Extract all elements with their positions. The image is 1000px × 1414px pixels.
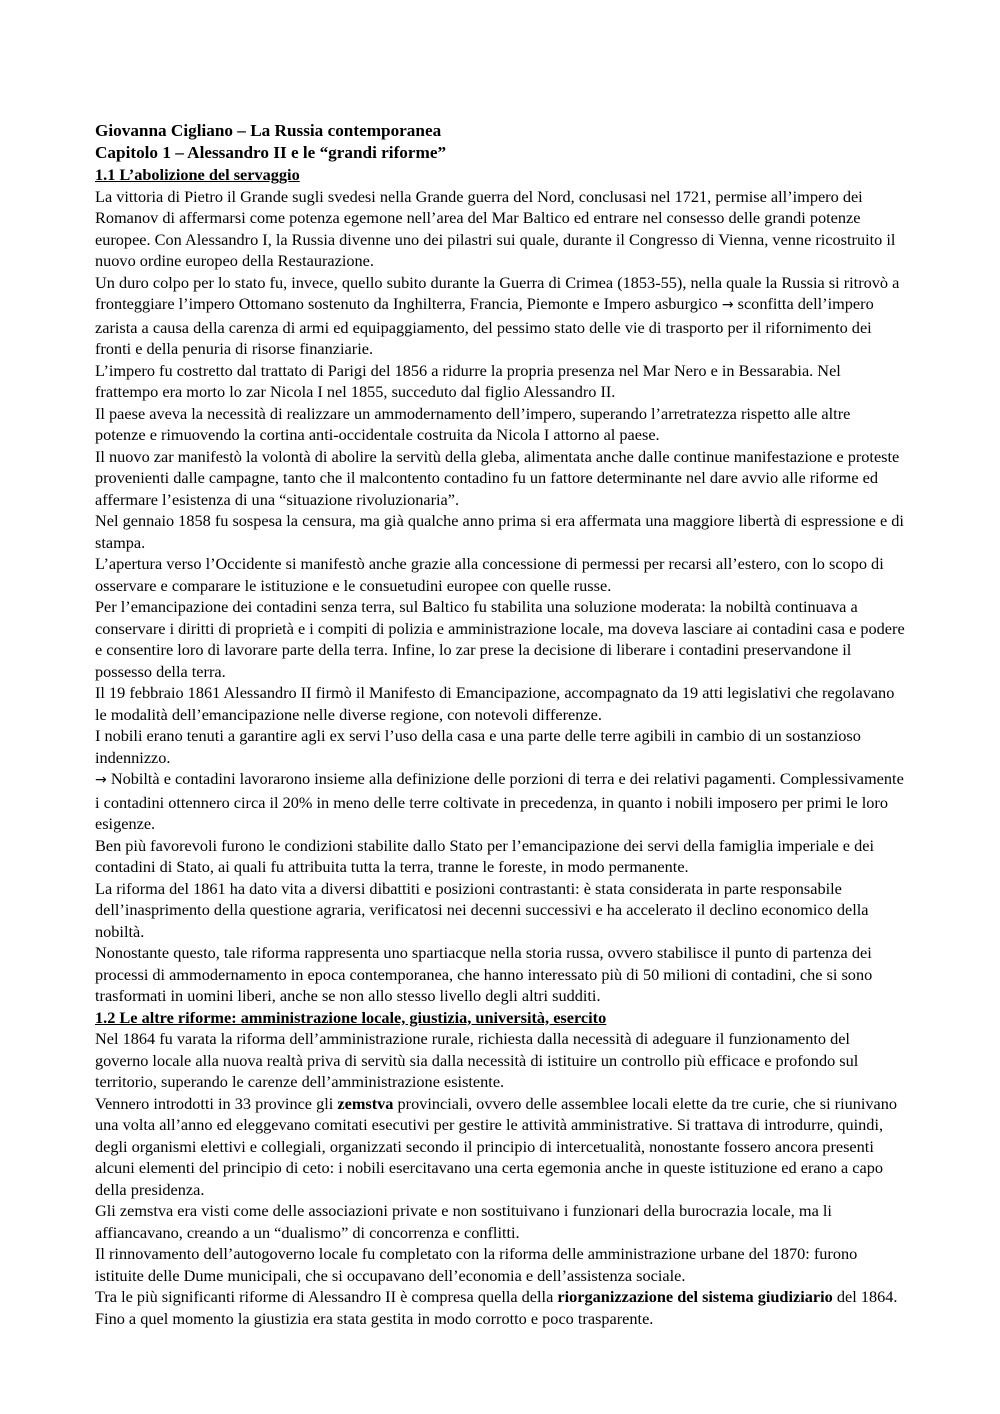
paragraph: I nobili erano tenuti a garantire agli ex servi l’uso della casa e una parte delle terre agibili in cambio di un sostanzioso indennizzo.: [95, 726, 861, 767]
paragraph-text: del 1864. Fino a quel momento la giustizia era stata gestita in modo corrotto e poco trasparente.: [95, 1287, 898, 1328]
paragraph: [95, 272, 905, 360]
chapter-title: Capitolo 1 – Alessandro II e le “grandi riforme”: [95, 143, 447, 162]
paragraph-text: Un duro colpo per lo stato fu, invece, quello subito durante la Guerra di Crimea (1853-55), nella quale la Russia si ritrovò a fronteggiare l’impero Ottomano sostenuto da Inghilterra, Francia, Piemonte e Impero asburgico: [95, 272, 900, 313]
paragraph: L’apertura verso l’Occidente si manifestò anche grazie alla concessione di permessi per recarsi all’estero, con lo scopo di osservare e comparare le istituzione e le consuetudini europee con quelle russe.: [95, 554, 884, 595]
paragraph: [95, 1286, 905, 1329]
paragraph-text: Tra le più significanti riforme di Alessandro II è compresa quella della: [95, 1287, 554, 1306]
paragraph: Il 19 febbraio 1861 Alessandro II firmò il Manifesto di Emancipazione, accompagnato da 19 atti legislativi che regolavano le modalità dell’emancipazione nelle diverse regione, con notevoli differenze.: [95, 683, 895, 724]
paragraph: Il rinnovamento dell’autogoverno locale fu completato con la riforma delle amministrazione urbane del 1870: furono istituite delle Dume municipali, che si occupavano dell’economia e dell’assistenza sociale.: [95, 1244, 858, 1285]
paragraph: Per l’emancipazione dei contadini senza terra, sul Baltico fu stabilita una soluzione moderata: la nobiltà continuava a conservare i diritti di proprietà e i compiti di polizia e amministrazione locale, ma doveva lasciare ai contadini casa e podere e consentire loro di lavorare parte della terra. Infine, lo zar prese la decisione di liberare i contadini preservandone il possesso della terra.: [95, 597, 905, 681]
paragraph: Nonostante questo, tale riforma rappresenta uno spartiacque nella storia russa, ovvero stabilisce il punto di partenza dei processi di ammodernamento in epoca contemporanea, che hanno interessato più di 50 milioni di contadini, che si sono trasformati in uomini liberi, anche se non allo stesso livello degli altri sudditi.: [95, 943, 873, 1005]
paragraph: Gli zemstva era visti come delle associazioni private e non sostituivano i funzionari della burocrazia locale, ma li affiancavano, creando a un “dualismo” di concorrenza e conflitti.: [95, 1201, 832, 1242]
paragraph: La riforma del 1861 ha dato vita a diversi dibattiti e posizioni contrastanti: è stata considerata in parte responsabile dell’inasprimento della questione agraria, verificatosi nei decenni successivi e ha accelerato il declino economico della nobiltà.: [95, 878, 869, 941]
paragraph-text: Vennero introdotti in 33 province gli: [95, 1093, 334, 1113]
document-title: Giovanna Cigliano – La Russia contemporanea: [95, 121, 442, 140]
paragraph: Il paese aveva la necessità di realizzare un ammodernamento dell’impero, superando l’arretratezza rispetto alle altre potenze e rimuovendo la cortina anti-occidentale costruita da Nicola I attorno al paese.: [95, 403, 851, 444]
arrow-icon: →: [721, 297, 734, 313]
paragraph: [95, 1093, 905, 1201]
paragraph: La vittoria di Pietro il Grande sugli svedesi nella Grande guerra del Nord, conclusasi nel 1721, permise all’impero dei Romanov di affermarsi come potenza egemone nell’area del Mar Baltico ed entrare nel consesso delle grandi potenze europee. Con Alessandro I, la Russia divenne uno dei pilastri sui quale, durante il Congresso di Vienna, venne ricostruito il nuovo ordine europeo della Restaurazione.: [95, 186, 896, 270]
paragraph-text: Nobiltà e contadini lavorarono insieme alla definizione delle porzioni di terra e dei relativi pagamenti. Complessivamente i contadini ottennero circa il 20% in meno delle terre coltivate in precedenza, in quanto i nobili imposero per primi le loro esigenze.: [95, 769, 904, 833]
arrow-icon: →: [95, 772, 107, 788]
paragraph-text: provinciali, ovvero delle assemblee locali elette da tre curie, che si riunivano una volta all’anno ed eleggevano comitati esecutivi per gestire le attività amministrative. Si trattava di introdurre, quindi, degli organismi elettivi e collegiali, organizzati secondo il principio di intercetualità, nonostante fossero ancora presenti alcuni elementi del principio di ceto: i nobili esercitavano una certa egemonia anche in queste istituzione ed erano a capo della presidenza.: [95, 1093, 898, 1199]
bold-term: riorganizzazione del sistema giudiziario: [557, 1287, 833, 1306]
paragraph-text: sconfitta dell’impero zarista a causa della carenza di armi ed equipaggiamento, del pessimo stato delle vie di trasporto per il rifornimento dei fronti e della penuria di risorse finanziarie.: [95, 294, 874, 358]
section-heading: 1.2 Le altre riforme: amministrazione locale, giustizia, università, esercito: [95, 1007, 607, 1027]
paragraph: [95, 768, 905, 835]
section-heading: 1.1 L’abolizione del servaggio: [95, 165, 300, 184]
paragraph: Nel 1864 fu varata la riforma dell’amministrazione rurale, richiesta dalla necessità di adeguare il funzionamento del governo locale alla nuova realtà priva di servitù sia dalla necessità di istituire un controllo più efficace e profondo sul territorio, superando le carenze dell’amministrazione esistente.: [95, 1029, 859, 1091]
paragraph: L’impero fu costretto dal trattato di Parigi del 1856 a ridurre la propria presenza nel Mar Nero e in Bessarabia. Nel frattempo era morto lo zar Nicola I nel 1855, succeduto dal figlio Alessandro II.: [95, 360, 841, 401]
bold-term: zemstva: [337, 1093, 394, 1113]
paragraph: Ben più favorevoli furono le condizioni stabilite dallo Stato per l’emancipazione dei servi della famiglia imperiale e dei contadini di Stato, ai quali fu attribuita tutta la terra, tranne le foreste, in modo permanente.: [95, 835, 874, 876]
paragraph: Il nuovo zar manifestò la volontà di abolire la servitù della gleba, alimentata anche dalle continue manifestazione e proteste provenienti dalle campagne, tanto che il malcontento contadino fu un fattore determinante nel dare avvio alle riforme ed affermare l’esistenza di una “situazione rivoluzionaria”.: [95, 446, 900, 509]
paragraph: Nel gennaio 1858 fu sospesa la censura, ma già qualche anno prima si era affermata una maggiore libertà di espressione e di stampa.: [95, 511, 904, 552]
document-page: [95, 120, 905, 1329]
